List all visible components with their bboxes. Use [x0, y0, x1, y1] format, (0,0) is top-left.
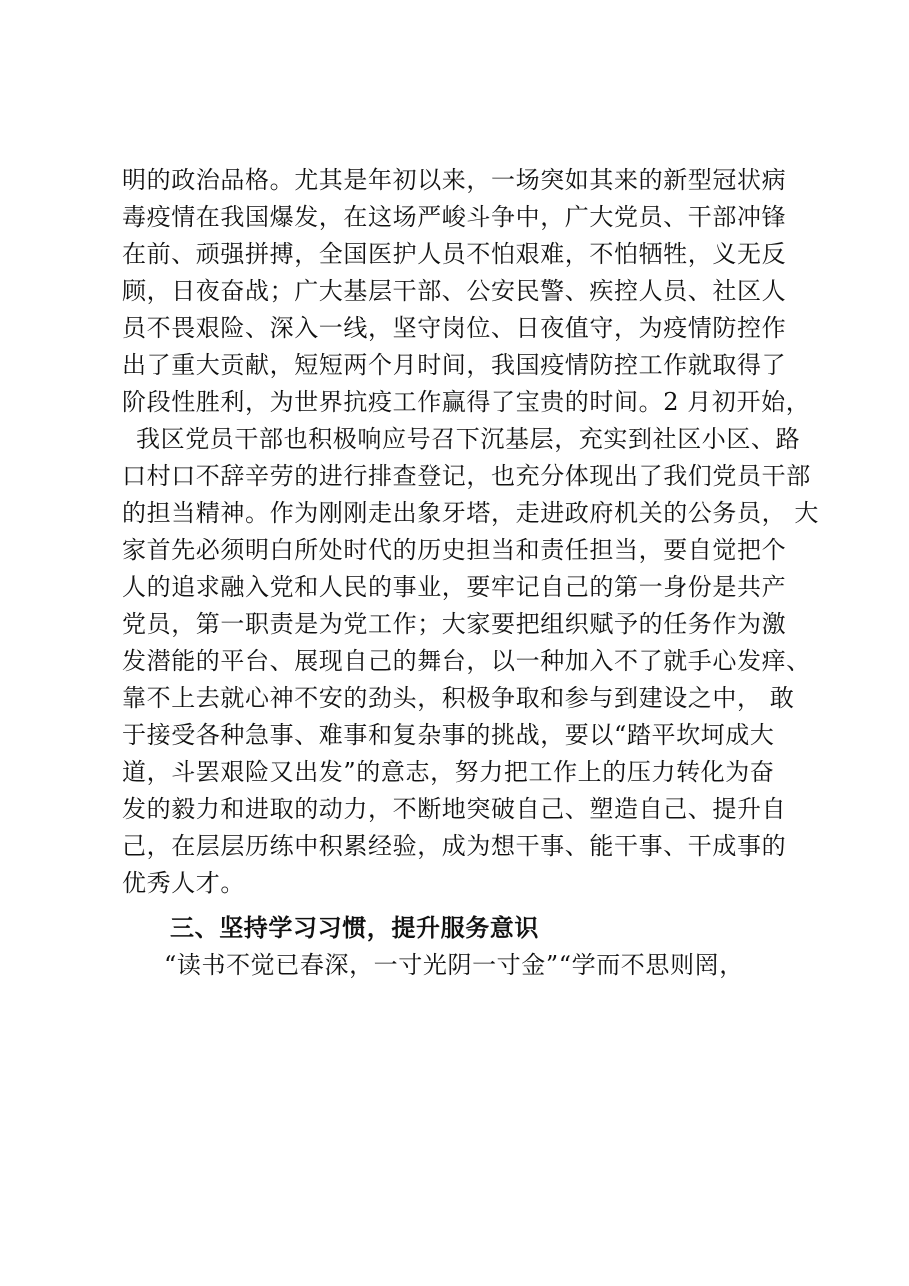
paragraph-line-19: 己，在层层历练中积累经验，成为想干事、能干事、干成事的: [122, 832, 787, 860]
paragraph-line-17: 道，斗罢艰险又出发”的意志，努力把工作上的压力转化为奋: [122, 758, 775, 786]
paragraph-line-6: 出了重大贡献，短短两个月时间，我国疫情防控工作就取得了: [122, 351, 787, 379]
paragraph-line-2: 毒疫情在我国爆发，在这场严峻斗争中，广大党员、干部冲锋: [122, 203, 787, 231]
section-heading: 三、坚持学习习惯，提升服务意识: [170, 914, 539, 942]
paragraph-line-7: 阶段性胜利，为世界抗疫工作赢得了宝贵的时间。2 月初开始，: [122, 388, 811, 416]
paragraph-line-16: 于接受各种急事、难事和复杂事的挑战，要以“踏平坎坷成大: [122, 721, 775, 749]
paragraph-line-5: 员不畏艰险、深入一线，坚守岗位、日夜值守，为疫情防控作: [122, 314, 787, 342]
paragraph-line-11: 家首先必须明白所处时代的历史担当和责任担当，要自觉把个: [122, 536, 787, 564]
paragraph-line-15: 靠不上去就心神不安的劲头，积极争取和参与到建设之中， 敢: [122, 684, 795, 712]
paragraph-line-3: 在前、顽强拼搏，全国医护人员不怕艰难，不怕牺牲，义无反: [122, 240, 787, 268]
paragraph-line-13: 党员，第一职责是为党工作；大家要把组织赋予的任务作为激: [122, 610, 787, 638]
paragraph-line-18: 发的毅力和进取的动力，不断地突破自己、塑造自己、提升自: [122, 795, 787, 823]
quote-line: “读书不觉已春深，一寸光阴一寸金”“学而不思则罔，: [164, 951, 744, 979]
paragraph-line-20: 优秀人才。: [122, 869, 245, 897]
paragraph-line-9: 口村口不辞辛劳的进行排查登记，也充分体现出了我们党员干部: [122, 462, 811, 490]
document-body: [122, 162, 820, 984]
paragraph-line-12: 人的追求融入党和人民的事业，要牢记自己的第一身份是共产: [122, 573, 787, 601]
paragraph-line-4: 顾，日夜奋战；广大基层干部、公安民警、疾控人员、社区人: [122, 277, 787, 305]
paragraph-line-14: 发潜能的平台、展现自己的舞台，以一种加入不了就手心发痒、: [122, 647, 811, 675]
paragraph-line-1: 明的政治品格。尤其是年初以来，一场突如其来的新型冠状病: [122, 166, 787, 194]
paragraph-line-8: 我区党员干部也积极响应号召下沉基层，充实到社区小区、路: [136, 425, 801, 453]
paragraph-line-10: 的担当精神。作为刚刚走出象牙塔，走进政府机关的公务员， 大: [122, 499, 820, 527]
